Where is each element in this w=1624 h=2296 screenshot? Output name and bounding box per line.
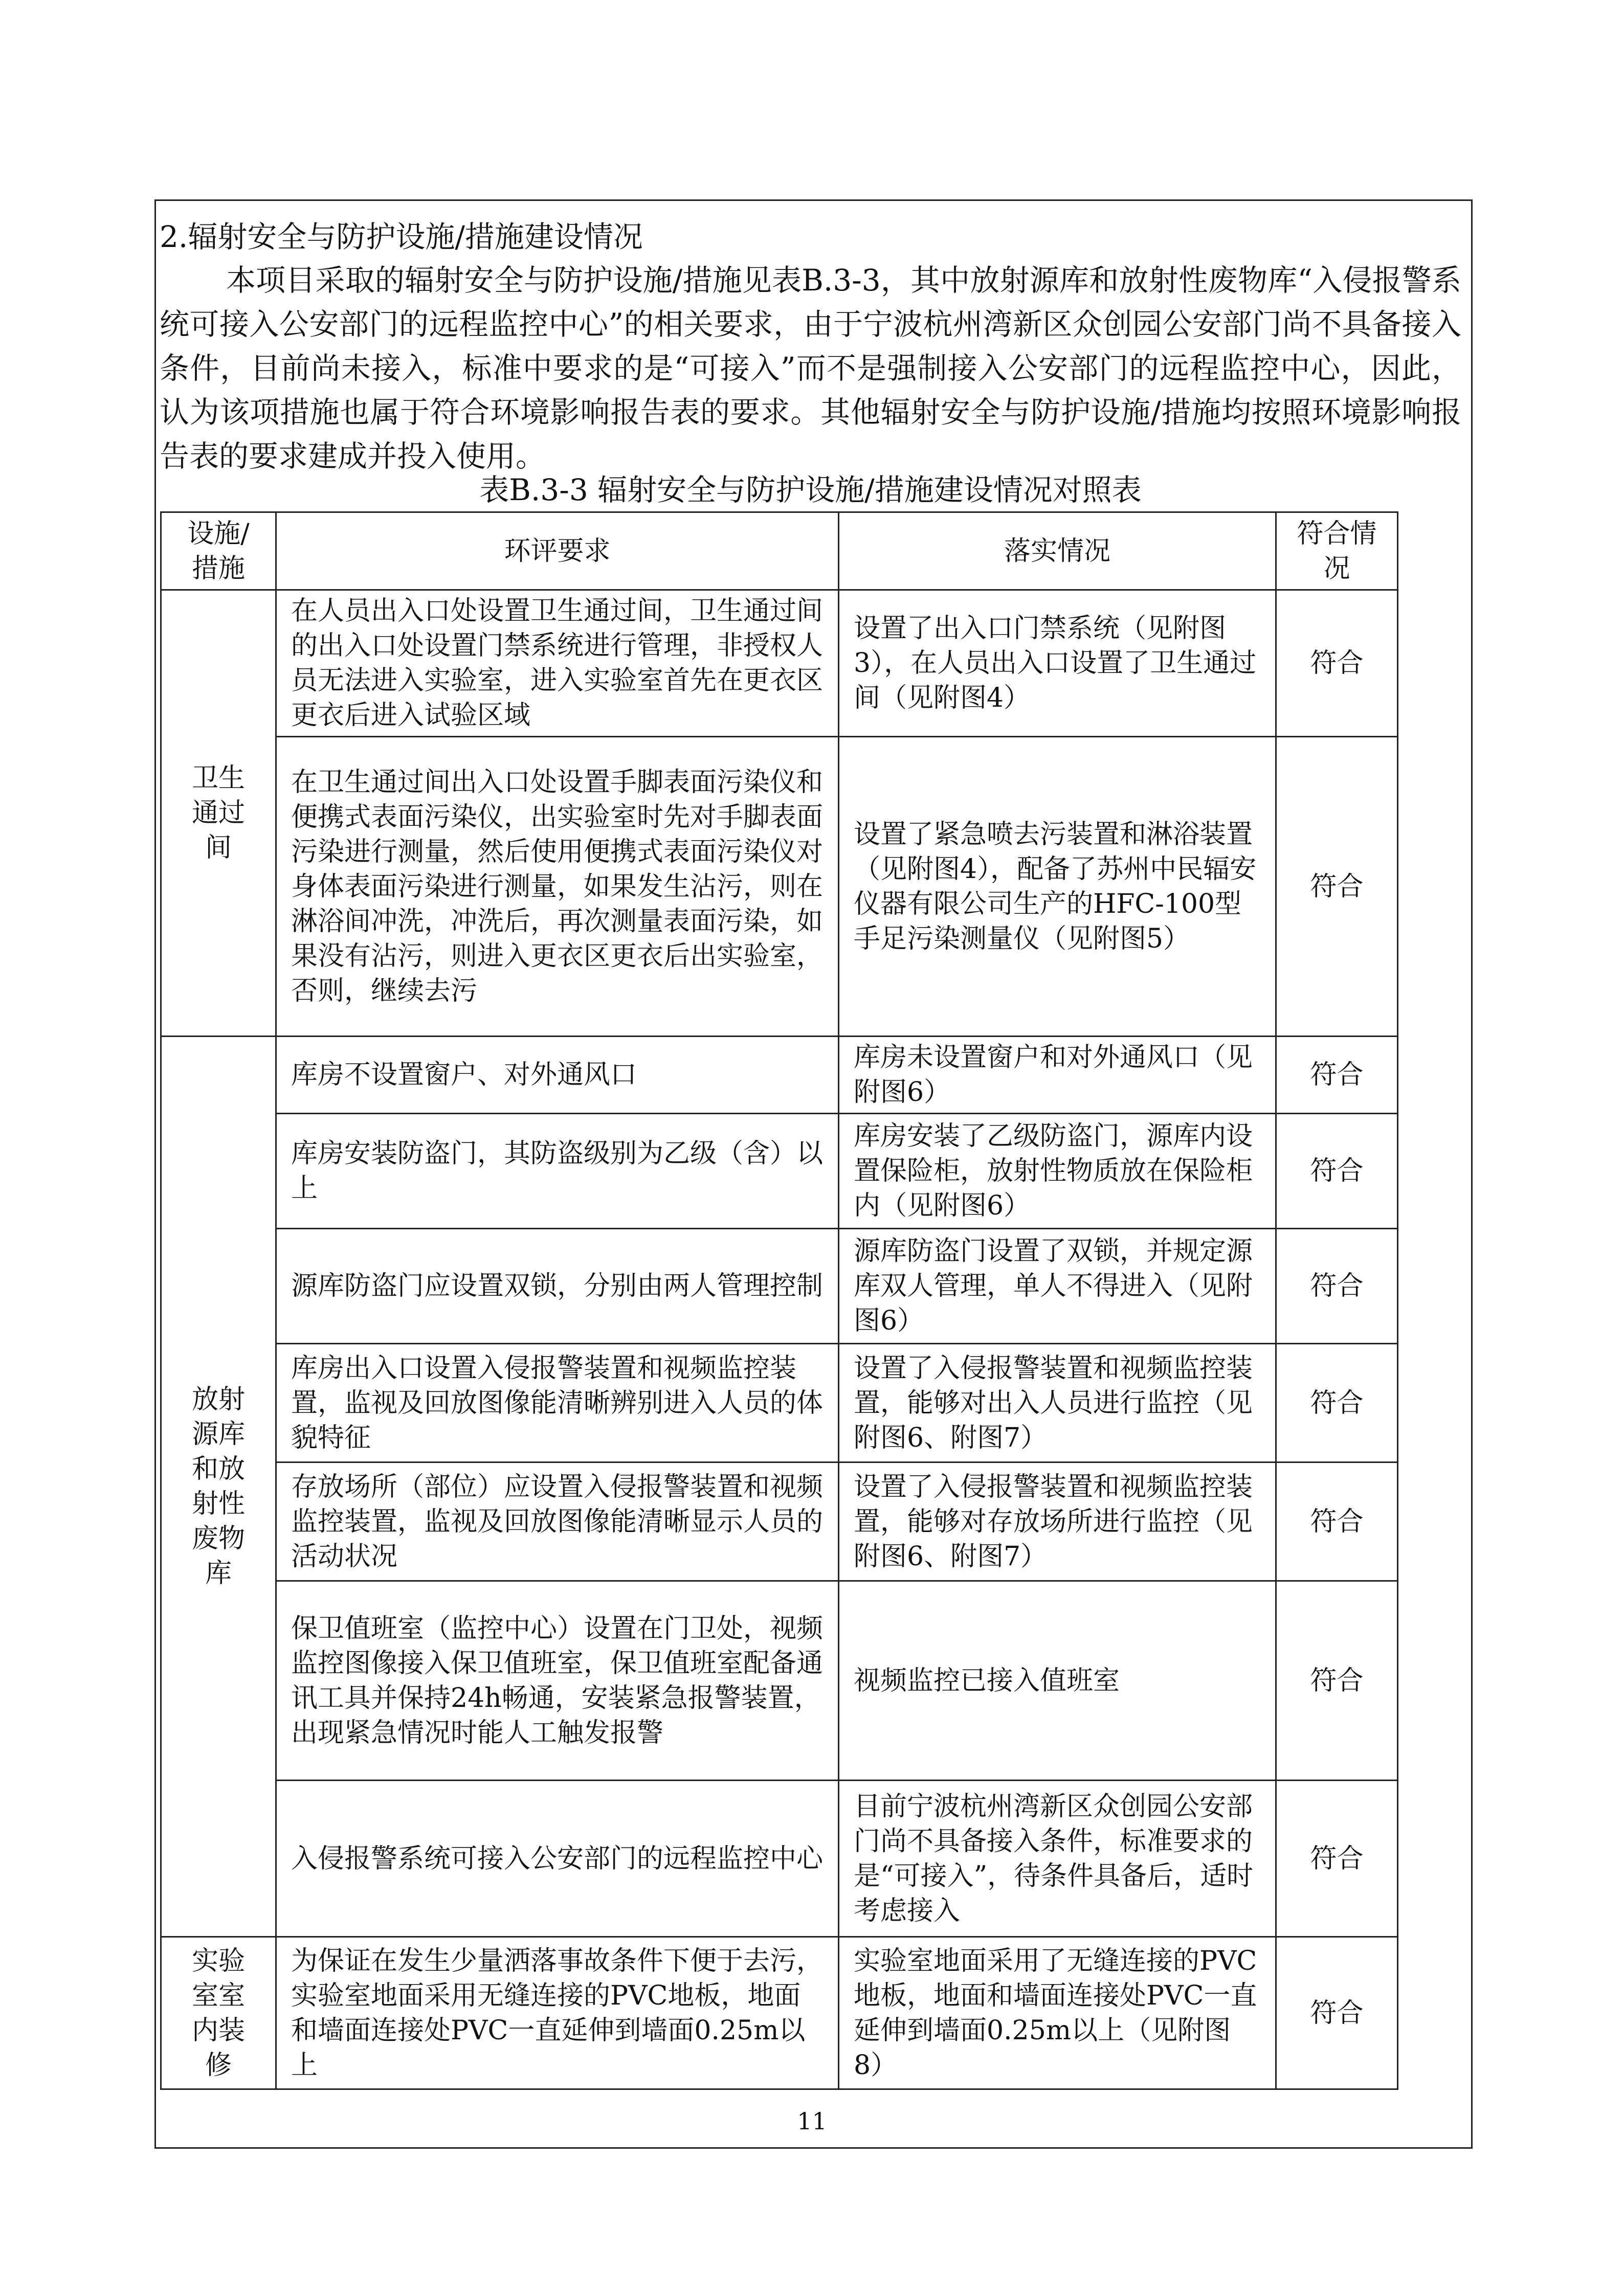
requirement-cell: 库房安装防盗门，其防盗级别为乙级（含）以上: [276, 1114, 839, 1229]
category-cell: [161, 590, 276, 1037]
table-row: [161, 1781, 1398, 1937]
compliance-table: [160, 511, 1398, 2090]
compliance-cell: 符合: [1276, 1114, 1398, 1229]
compliance-cell: 符合: [1276, 1344, 1398, 1462]
table-row: [161, 1114, 1398, 1229]
compliance-cell: 符合: [1276, 737, 1398, 1037]
requirement-cell: 存放场所（部位）应设置入侵报警装置和视频监控装置，监视及回放图像能清晰显示人员的活动状况: [276, 1462, 839, 1581]
table-row: [161, 1462, 1398, 1581]
compliance-cell: 符合: [1276, 590, 1398, 737]
table-row: [161, 1037, 1398, 1114]
table-row: [161, 1229, 1398, 1344]
table-row: [161, 1937, 1398, 2089]
table-caption: 表B.3-3 辐射安全与防护设施/措施建设情况对照表: [479, 472, 1142, 507]
table-row: [161, 590, 1398, 737]
implementation-cell: 视频监控已接入值班室: [839, 1581, 1276, 1781]
table-header-row: [161, 512, 1398, 590]
section-title: 2.辐射安全与防护设施/措施建设情况: [160, 219, 643, 254]
requirement-cell: 库房不设置窗户、对外通风口: [276, 1037, 839, 1114]
table-row: [161, 1344, 1398, 1462]
requirement-cell: 保卫值班室（监控中心）设置在门卫处，视频监控图像接入保卫值班室，保卫值班室配备通讯工具并保持24h畅通，安装紧急报警装置，出现紧急情况时能人工触发报警: [276, 1581, 839, 1781]
implementation-cell: 库房安装了乙级防盗门，源库内设置保险柜，放射性物质放在保险柜内（见附图6）: [839, 1114, 1276, 1229]
implementation-cell: 设置了紧急喷去污装置和淋浴装置（见附图4），配备了苏州中民辐安仪器有限公司生产的HFC-100型手足污染测量仪（见附图5）: [839, 737, 1276, 1037]
table-row: [161, 1581, 1398, 1781]
requirement-cell: 在卫生通过间出入口处设置手脚表面污染仪和便携式表面污染仪，出实验室时先对手脚表面污染进行测量，然后使用便携式表面污染仪对身体表面污染进行测量，如果发生沾污，则在淋浴间冲洗，冲洗后，再次测量表面污染，如果没有沾污，则进入更衣区更衣后出实验室，否则，继续去污: [276, 737, 839, 1037]
requirement-cell: 入侵报警系统可接入公安部门的远程监控中心: [276, 1781, 839, 1937]
implementation-cell: 库房未设置窗户和对外通风口（见附图6）: [839, 1037, 1276, 1114]
implementation-cell: 设置了入侵报警装置和视频监控装置，能够对出入人员进行监控（见附图6、附图7）: [839, 1344, 1276, 1462]
implementation-cell: 实验室地面采用了无缝连接的PVC地板，地面和墙面连接处PVC一直延伸到墙面0.25m以上（见附图8）: [839, 1937, 1276, 2089]
category-label: 实验室室内装修: [191, 1945, 245, 2081]
requirement-cell: 库房出入口设置入侵报警装置和视频监控装置，监视及回放图像能清晰辨别进入人员的体貌特征: [276, 1344, 839, 1462]
header-implementation: 落实情况: [839, 512, 1276, 590]
compliance-cell: 符合: [1276, 1581, 1398, 1781]
compliance-cell: 符合: [1276, 1462, 1398, 1581]
implementation-cell: 设置了出入口门禁系统（见附图3），在人员出入口设置了卫生通过间（见附图4）: [839, 590, 1276, 737]
requirement-cell: 在人员出入口处设置卫生通过间，卫生通过间的出入口处设置门禁系统进行管理，非授权人员无法进入实验室，进入实验室首先在更衣区更衣后进入试验区域: [276, 590, 839, 737]
table-row: [161, 737, 1398, 1037]
category-label: 放射源库和放射性废物库: [191, 1384, 245, 1589]
header-requirement: 环评要求: [276, 512, 839, 590]
page-number: 11: [797, 2107, 827, 2135]
requirement-cell: 为保证在发生少量洒落事故条件下便于去污，实验室地面采用无缝连接的PVC地板，地面和墙面连接处PVC一直延伸到墙面0.25m以上: [276, 1937, 839, 2089]
header-category: 设施/措施: [161, 512, 276, 590]
intro-paragraph: 本项目采取的辐射安全与防护设施/措施见表B.3-3，其中放射源库和放射性废物库“入侵报警系统可接入公安部门的远程监控中心”的相关要求，由于宁波杭州湾新区众创园公安部门尚不具备接入条件，目前尚未接入，标准中要求的是“可接入”而不是强制接入公安部门的远程监控中心，因此，认为该项措施也属于符合环境影响报告表的要求。其他辐射安全与防护设施/措施均按照环境影响报告表的要求建成并投入使用。: [160, 263, 1461, 474]
compliance-cell: 符合: [1276, 1937, 1398, 2089]
implementation-cell: 源库防盗门设置了双锁，并规定源库双人管理，单人不得进入（见附图6）: [839, 1229, 1276, 1344]
compliance-cell: 符合: [1276, 1229, 1398, 1344]
category-label: 卫生通过间: [191, 763, 245, 863]
implementation-cell: 目前宁波杭州湾新区众创园公安部门尚不具备接入条件，标准要求的是“可接入”，待条件具备后，适时考虑接入: [839, 1781, 1276, 1937]
compliance-cell: 符合: [1276, 1037, 1398, 1114]
header-compliance: 符合情况: [1276, 512, 1398, 590]
requirement-cell: 源库防盗门应设置双锁，分别由两人管理控制: [276, 1229, 839, 1344]
compliance-cell: 符合: [1276, 1781, 1398, 1937]
category-cell: [161, 1937, 276, 2089]
category-cell: [161, 1037, 276, 1937]
implementation-cell: 设置了入侵报警装置和视频监控装置，能够对存放场所进行监控（见附图6、附图7）: [839, 1462, 1276, 1581]
